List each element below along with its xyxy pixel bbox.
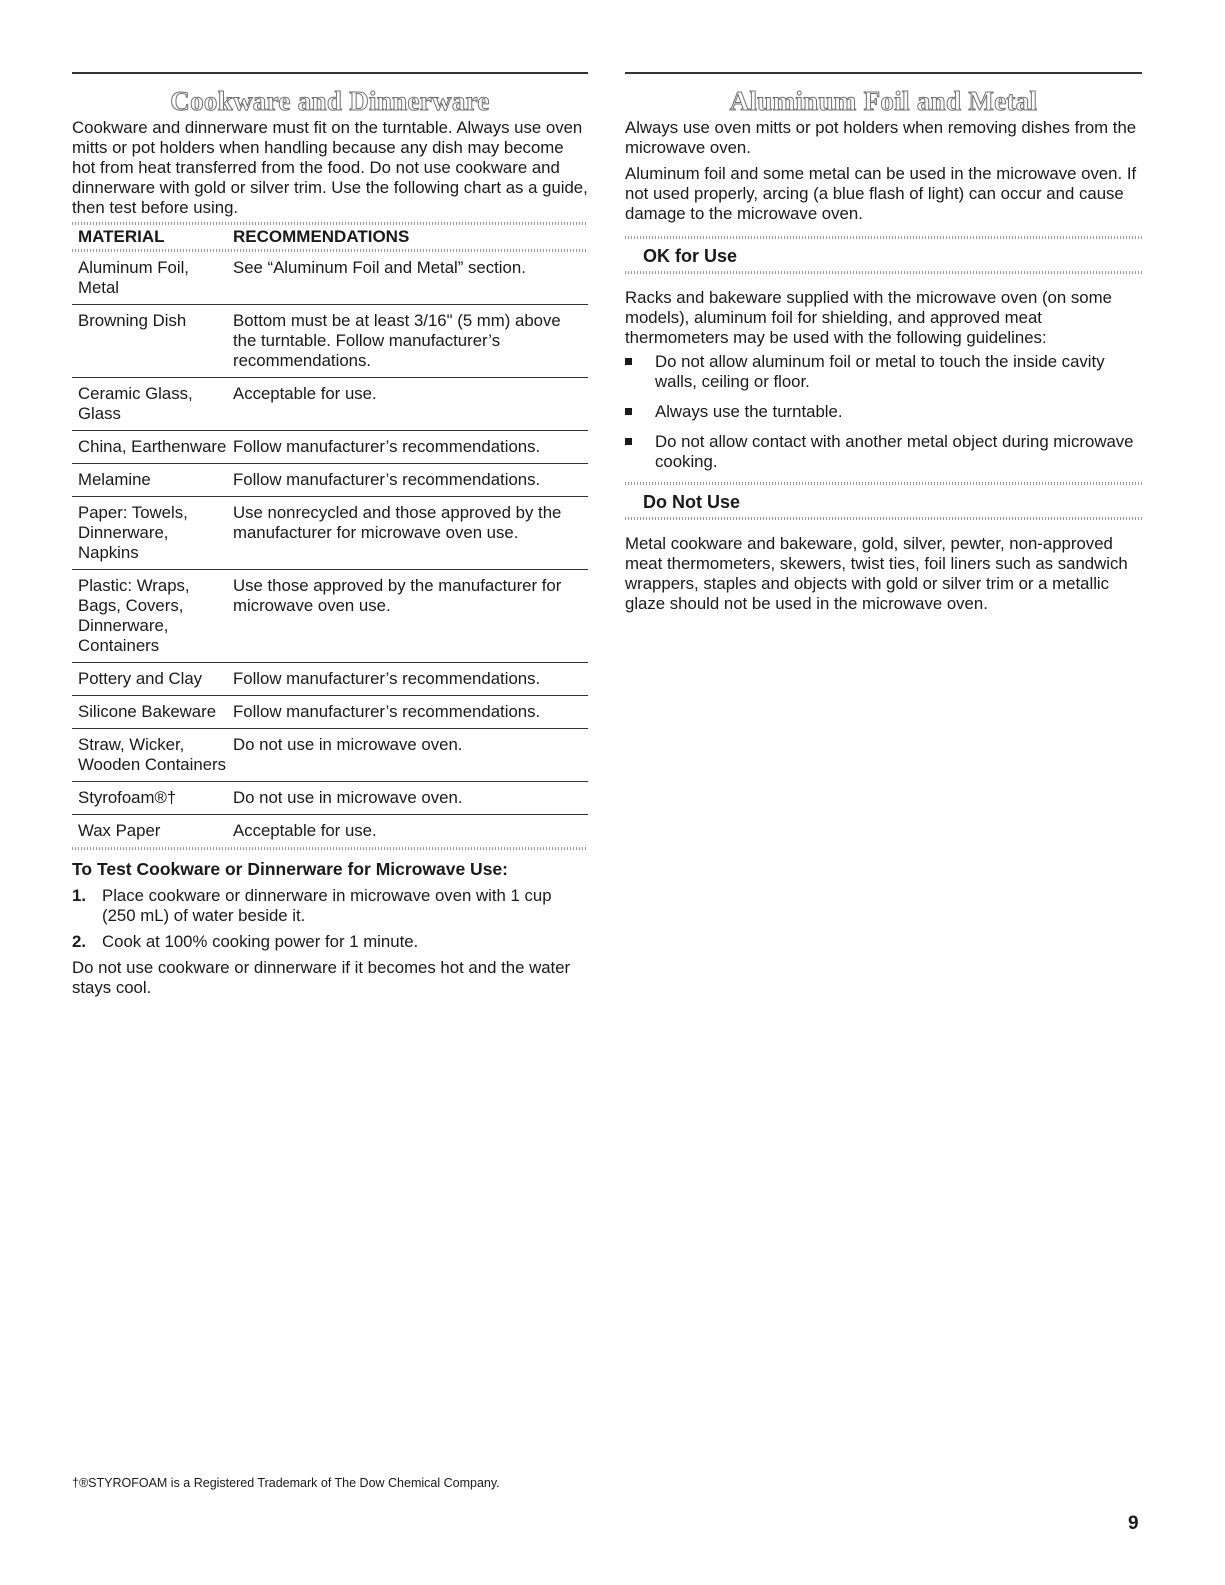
aluminum-section bbox=[625, 72, 1142, 614]
material-cell: Wax Paper bbox=[78, 821, 161, 840]
list-item bbox=[625, 352, 1142, 392]
donot-bottom-hatch bbox=[625, 517, 1142, 520]
recommendation-cell: Acceptable for use. bbox=[233, 821, 377, 840]
table-row bbox=[72, 696, 588, 729]
bullet-icon bbox=[625, 438, 632, 445]
ok-guidelines bbox=[625, 352, 1142, 472]
header-material: MATERIAL bbox=[78, 227, 165, 246]
recommendation-cell: Follow manufacturer’s recommendations. bbox=[233, 464, 588, 497]
ok-bottom-hatch bbox=[625, 271, 1142, 274]
material-cell: China, Earthenware bbox=[72, 431, 233, 464]
table-row bbox=[72, 570, 588, 663]
cookware-table bbox=[72, 225, 588, 847]
recommendation-cell: Do not use in microwave oven. bbox=[233, 782, 588, 815]
material-cell: Silicone Bakeware bbox=[72, 696, 233, 729]
header-recommendations: RECOMMENDATIONS bbox=[233, 227, 410, 246]
material-cell: Straw, Wicker, Wooden Containers bbox=[72, 729, 233, 782]
table-row bbox=[72, 252, 588, 305]
recommendation-cell: Follow manufacturer’s recommendations. bbox=[233, 663, 588, 696]
material-cell: Ceramic Glass, Glass bbox=[72, 378, 233, 431]
ok-for-use-heading: OK for Use bbox=[643, 246, 738, 266]
material-cell: Melamine bbox=[72, 464, 233, 497]
material-cell: Aluminum Foil, Metal bbox=[72, 252, 233, 305]
do-not-use-text: Metal cookware and bakeware, gold, silver, pewter, non-approved meat thermometers, skewers, twist ties, foil liners such as sandwich wrappers, staples and objects with gold or silver trim or a metallic glaze should not be used in the microwave oven. bbox=[625, 534, 1128, 613]
recommendation-cell: Use nonrecycled and those approved by the manufacturer for microwave oven use. bbox=[233, 497, 588, 570]
table-header-row bbox=[72, 225, 588, 249]
guideline-text: Do not allow aluminum foil or metal to touch the inside cavity walls, ceiling or floor. bbox=[655, 352, 1105, 391]
cookware-section bbox=[72, 72, 588, 998]
list-item bbox=[625, 402, 1142, 422]
trademark-footnote: †®STYROFOAM is a Registered Trademark of The Dow Chemical Company. bbox=[72, 1476, 500, 1490]
table-row bbox=[72, 378, 588, 431]
do-not-use-heading: Do Not Use bbox=[643, 492, 741, 512]
recommendation-cell: Bottom must be at least 3/16" (5 mm) above the turntable. Follow manufacturer’s recommendations. bbox=[233, 305, 588, 378]
recommendation-cell: Use those approved by the manufacturer for microwave oven use. bbox=[233, 570, 588, 663]
material-cell: Paper: Towels, Dinnerware, Napkins bbox=[72, 497, 233, 570]
test-closing: Do not use cookware or dinnerware if it becomes hot and the water stays cool. bbox=[72, 958, 571, 997]
list-item bbox=[625, 432, 1142, 472]
test-steps bbox=[72, 886, 588, 952]
step-text: Place cookware or dinnerware in microwave oven with 1 cup (250 mL) of water beside it. bbox=[102, 886, 552, 925]
list-item bbox=[72, 932, 588, 952]
ok-for-use-text: Racks and bakeware supplied with the microwave oven (on some models), aluminum foil for shielding, and approved meat thermometers may be used with the following guidelines: bbox=[625, 288, 1112, 347]
table-row bbox=[72, 729, 588, 782]
table-bottom-hatch bbox=[72, 847, 588, 850]
table-row bbox=[72, 464, 588, 497]
recommendation-cell: Do not use in microwave oven. bbox=[233, 729, 588, 782]
guideline-text: Always use the turntable. bbox=[655, 402, 843, 421]
material-cell: Plastic: Wraps, Bags, Covers, Dinnerware, Containers bbox=[72, 570, 233, 663]
table-row bbox=[72, 663, 588, 696]
step-number: 2. bbox=[72, 932, 86, 951]
bullet-icon bbox=[625, 358, 632, 365]
material-cell: Browning Dish bbox=[72, 305, 233, 378]
recommendation-cell: Acceptable for use. bbox=[233, 378, 588, 431]
page-number: 9 bbox=[1128, 1513, 1139, 1534]
table-row bbox=[72, 305, 588, 378]
top-rule bbox=[625, 72, 1142, 74]
guideline-text: Do not allow contact with another metal object during microwave cooking. bbox=[655, 432, 1134, 471]
table-row bbox=[72, 815, 588, 848]
recommendation-cell: Follow manufacturer’s recommendations. bbox=[233, 431, 588, 464]
recommendation-cell: See “Aluminum Foil and Metal” section. bbox=[233, 252, 588, 305]
step-number: 1. bbox=[72, 886, 86, 905]
table-row bbox=[72, 782, 588, 815]
table-row bbox=[72, 431, 588, 464]
material-cell: Pottery and Clay bbox=[72, 663, 233, 696]
step-text: Cook at 100% cooking power for 1 minute. bbox=[102, 932, 419, 951]
table-row bbox=[72, 497, 588, 570]
cookware-intro: Cookware and dinnerware must fit on the turntable. Always use oven mitts or pot holders when handling because any dish may become hot from heat transferred from the food. Do not use cookware and dinnerware with gold or silver trim. Use the following chart as a guide, then test before using. bbox=[72, 118, 588, 217]
list-item bbox=[72, 886, 588, 926]
material-cell: Styrofoam®† bbox=[72, 782, 233, 815]
top-rule bbox=[72, 72, 588, 74]
aluminum-para-2: Aluminum foil and some metal can be used in the microwave oven. If not used properly, arcing (a blue flash of light) can occur and cause damage to the microwave oven. bbox=[625, 164, 1137, 223]
recommendation-cell: Follow manufacturer’s recommendations. bbox=[233, 696, 588, 729]
section-heading-aluminum: Aluminum Foil and Metal bbox=[729, 86, 1038, 116]
test-heading: To Test Cookware or Dinnerware for Microwave Use: bbox=[72, 859, 508, 879]
section-heading-cookware: Cookware and Dinnerware bbox=[170, 86, 490, 116]
aluminum-para-1: Always use oven mitts or pot holders when removing dishes from the microwave oven. bbox=[625, 118, 1137, 157]
bullet-icon bbox=[625, 408, 632, 415]
